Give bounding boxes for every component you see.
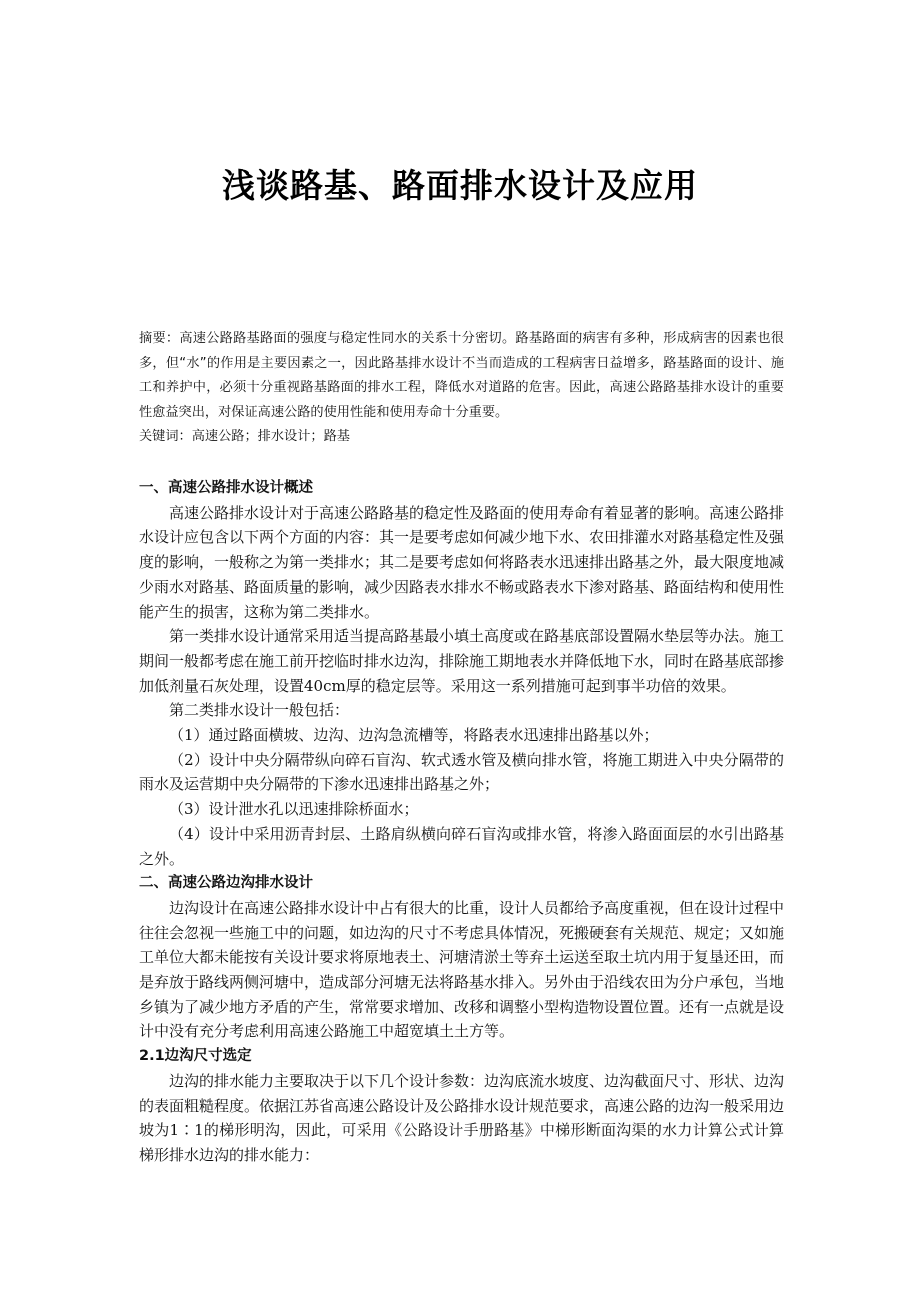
paragraph: 边沟设计在高速公路排水设计中占有很大的比重，设计人员都给予高度重视，但在设计过程中往往会忽视一些施工中的问题，如边沟的尺寸不考虑具体情况，死搬硬套有关规范、规定；又如施工单位大都未能按有关设计要求将原地表土、河塘清淤土等弃土运送至取土坑内用于复垦还田，而是弃放于路线两侧河塘中，造成部分河塘无法将路基水排入。另外由于沿线农田为分户承包，当地乡镇为了减少地方矛盾的产生，常常要求增加、改移和调整小型构造物设置位置。还有一点就是设计中没有充分考虑利用高速公路施工中超宽填土土方等。 [139, 898, 785, 1041]
paragraph: 边沟的排水能力主要取决于以下几个设计参数：边沟底流水坡度、边沟截面尺寸、形状、边沟的表面粗糙程度。依据江苏省高速公路设计及公路排水设计规范要求，高速公路的边沟一般采用边坡为1∶1的梯形明沟，因此，可采用《公路设计手册路基》中梯形断面沟渠的水力计算公式计算梯形排水边沟的排水能力： [139, 1071, 785, 1164]
list-item: （3）设计泄水孔以迅速排除桥面水； [169, 800, 419, 819]
paragraph: 第一类排水设计通常采用适当提高路基最小填土高度或在路基底部设置隔水垫层等办法。施工期间一般都考虑在施工前开挖临时排水边沟，排除施工期地表水并降低地下水，同时在路基底部掺加低剂量石灰处理，设置40cm厚的稳定层等。采用这一系列措施可起到事半功倍的效果。 [139, 627, 785, 695]
document-body [139, 476, 784, 1168]
abstract-text: 摘要：高速公路路基路面的强度与稳定性同水的关系十分密切。路基路面的病害有多种，形成病害的因素也很多，但“水”的作用是主要因素之一，因此路基排水设计不当而造成的工程病害日益增多，路基路面的设计、施工和养护中，必须十分重视路基路面的排水工程，降低水对道路的危害。因此，高速公路路基排水设计的重要性愈益突出，对保证高速公路的使用性能和使用寿命十分重要。 [139, 331, 784, 420]
list-item: （1）通过路面横坡、边沟、边沟急流槽等，将路表水迅速排出路基以外； [169, 726, 659, 745]
section-heading: 一、高速公路排水设计概述 [139, 480, 313, 496]
keywords-text: 关键词：高速公路；排水设计；路基 [139, 429, 350, 444]
page-title: 浅谈路基、路面排水设计及应用 [222, 166, 698, 205]
list-item: （4）设计中采用沥青封层、土路肩纵横向碎石盲沟或排水管，将渗入路面面层的水引出路基之外。 [139, 824, 784, 868]
paragraph: 高速公路排水设计对于高速公路路基的稳定性及路面的使用寿命有着显著的影响。高速公路排水设计应包含以下两个方面的内容：其一是要考虑如何减少地下水、农田排灌水对路基稳定性及强度的影响，一般称之为第一类排水；其二是要考虑如何将路表水迅速排出路基之外，最大限度地减少雨水对路基、路面质量的影响，减少因路表水排水不畅或路表水下渗对路基、路面结构和使用性能产生的损害，这称为第二类排水。 [139, 503, 785, 621]
abstract-block [139, 327, 784, 450]
section-heading: 二、高速公路边沟排水设计 [139, 875, 313, 892]
subsection-heading: 2.1边沟尺寸选定 [139, 1048, 252, 1065]
paragraph: 第二类排水设计一般包括： [169, 701, 350, 720]
list-item: （2）设计中央分隔带纵向碎石盲沟、软式透水管及横向排水管，将施工期进入中央分隔带的雨水及运营期中央分隔带的下渗水迅速排出路基之外； [139, 750, 784, 794]
